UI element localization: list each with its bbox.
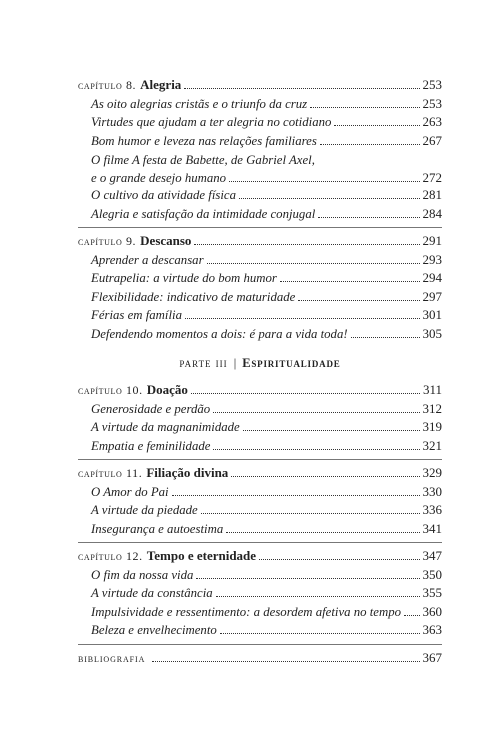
dot-leader [243, 430, 420, 431]
entry-title: Eutrapelia: a virtude do bom humor [91, 271, 277, 285]
dot-leader [310, 107, 419, 108]
page-number: 329 [422, 465, 442, 480]
toc-entry[interactable] [78, 438, 442, 457]
dot-leader [351, 337, 420, 338]
toc-entry[interactable] [78, 585, 442, 604]
toc-entry[interactable] [78, 133, 442, 152]
toc-entry[interactable] [78, 502, 442, 521]
page-number: 301 [422, 307, 442, 322]
page-number: 297 [422, 288, 442, 304]
toc-entry[interactable] [78, 307, 442, 326]
page-number: 272 [422, 170, 442, 185]
entry-title-line-1: O filme A festa de Babette, de Gabriel Axel, [91, 153, 315, 167]
entry-title: A virtude da magnanimidade [91, 420, 240, 434]
toc-entry[interactable] [78, 270, 442, 289]
section-divider [78, 227, 442, 228]
table-of-contents [78, 77, 442, 668]
dot-leader [404, 615, 419, 616]
entry-title: Empatia e feminilidade [91, 438, 211, 453]
toc-entry[interactable] [78, 521, 442, 540]
dot-leader [191, 393, 420, 394]
dot-leader [213, 412, 419, 413]
page-number: 253 [422, 77, 442, 92]
entry-title: Generosidade e perdão [91, 401, 211, 416]
chapter-title: Alegria [140, 77, 182, 92]
page-number: 319 [422, 419, 442, 434]
entry-title: Bom humor e leveza nas relações familiares [91, 133, 317, 148]
dot-leader [184, 88, 419, 89]
section-divider [78, 459, 442, 460]
dot-leader [220, 633, 420, 634]
dot-leader [201, 513, 420, 514]
chapter-number: capítulo 9. [78, 234, 137, 248]
toc-entry[interactable] [78, 484, 442, 503]
toc-entry[interactable] [78, 289, 442, 308]
chapter-number: capítulo 12. [78, 549, 143, 563]
dot-leader [229, 181, 419, 182]
entry-title: O fim da nossa vida [91, 567, 194, 582]
chapter-number: capítulo 11. [78, 466, 143, 480]
page-number: 281 [422, 187, 442, 202]
part-heading [78, 348, 442, 378]
toc-entry[interactable] [78, 567, 442, 586]
page-number: 284 [422, 205, 442, 221]
entry-title: O Amor do Pai [91, 484, 169, 499]
bibliography-entry[interactable] [78, 650, 442, 669]
chapter-title: Filiação divina [146, 465, 229, 480]
dot-leader [207, 263, 420, 264]
page-number: 291 [422, 233, 442, 248]
dot-leader [185, 318, 420, 319]
dot-leader [239, 198, 419, 199]
page-number: 330 [422, 483, 442, 499]
chapter-title: Descanso [140, 233, 192, 248]
page-number: 350 [422, 566, 442, 582]
dot-leader [213, 449, 419, 450]
entry-title: O cultivo da atividade física [91, 188, 237, 202]
entry-title: Férias em família [91, 308, 182, 322]
dot-leader [152, 661, 419, 662]
section-divider [78, 542, 442, 543]
page-number: 312 [422, 400, 442, 416]
dot-leader [194, 244, 419, 245]
chapter-entry[interactable] [78, 465, 442, 484]
toc-entry[interactable] [78, 187, 442, 206]
entry-title: As oito alegrias cristãs e o triunfo da cruz [91, 96, 308, 111]
part-separator: | [233, 356, 237, 370]
entry-title: A virtude da constância [91, 586, 213, 600]
chapter-entry[interactable] [78, 382, 442, 401]
entry-title: Defendendo momentos a dois: é para a vida toda! [91, 326, 348, 341]
dot-leader [318, 217, 419, 218]
entry-title: Beleza e envelhecimento [91, 623, 217, 637]
dot-leader [259, 559, 419, 560]
page-number: 294 [422, 270, 442, 285]
chapter-entry[interactable] [78, 548, 442, 567]
page-number: 267 [422, 132, 442, 148]
chapter-entry[interactable] [78, 233, 442, 252]
dot-leader [298, 300, 419, 301]
part-label: parte iii [179, 356, 228, 370]
entry-title: Alegria e satisfação da intimidade conjugal [91, 206, 316, 221]
chapter-title: Tempo e eternidade [146, 548, 257, 563]
page-number: 293 [422, 251, 442, 267]
page-number: 341 [422, 520, 442, 536]
toc-entry[interactable] [78, 401, 442, 420]
page-number: 355 [422, 585, 442, 600]
entry-title: Flexibilidade: indicativo de maturidade [91, 289, 296, 304]
page-number: 253 [422, 95, 442, 111]
page-number: 321 [422, 437, 442, 453]
page-number: 363 [422, 622, 442, 637]
page-number: 305 [422, 325, 442, 341]
section-divider [78, 644, 442, 645]
toc-entry[interactable] [78, 151, 442, 187]
dot-leader [196, 578, 419, 579]
toc-entry[interactable] [78, 206, 442, 225]
page-number: 336 [422, 502, 442, 517]
dot-leader [231, 476, 419, 477]
dot-leader [226, 532, 419, 533]
toc-entry[interactable] [78, 622, 442, 641]
page-number: 263 [422, 114, 442, 129]
part-name: Espiritualidade [242, 356, 341, 370]
dot-leader [216, 596, 420, 597]
toc-entry[interactable] [78, 96, 442, 115]
dot-leader [280, 281, 420, 282]
entry-title: Insegurança e autoestima [91, 521, 224, 536]
toc-entry[interactable] [78, 604, 442, 623]
chapter-number: capítulo 8. [78, 78, 137, 92]
page-number: 311 [422, 382, 442, 397]
toc-entry[interactable] [78, 419, 442, 438]
chapter-number: capítulo 10. [78, 383, 143, 397]
chapter-title: Doação [146, 382, 188, 397]
chapter-entry[interactable] [78, 77, 442, 96]
toc-entry[interactable] [78, 252, 442, 271]
dot-leader [172, 495, 420, 496]
entry-title-line-2: e o grande desejo humano [91, 171, 227, 185]
page-number: 360 [422, 603, 442, 619]
entry-title: Aprender a descansar [91, 252, 204, 267]
dot-leader [320, 144, 420, 145]
toc-entry[interactable] [78, 326, 442, 345]
toc-entry[interactable] [78, 114, 442, 133]
page-number: 347 [422, 548, 442, 563]
dot-leader [334, 125, 419, 126]
entry-title: Impulsividade e ressentimento: a desordem afetiva no tempo [91, 604, 402, 619]
entry-title: Virtudes que ajudam a ter alegria no cotidiano [91, 115, 332, 129]
page-number: 367 [422, 649, 442, 665]
bibliography-label: bibliografia [78, 652, 146, 665]
entry-title: A virtude da piedade [91, 503, 198, 517]
